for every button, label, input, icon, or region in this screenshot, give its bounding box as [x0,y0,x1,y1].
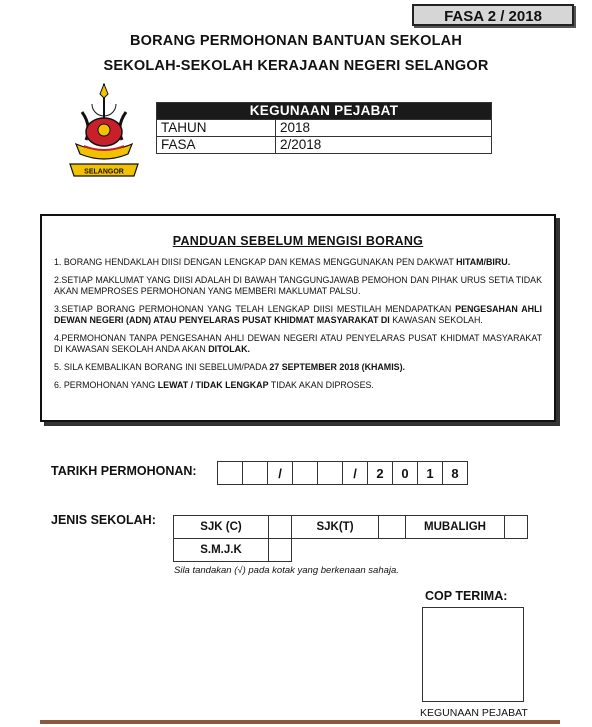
school-checkbox-sjkt[interactable] [379,516,406,539]
tick-hint: Sila tandakan (√) pada kotak yang berkenaan sahaja. [174,565,399,576]
date-separator: / [267,461,293,485]
guide-item: 6. PERMOHONAN YANG LEWAT / TIDAK LENGKAP TIDAK AKAN DIPROSES. [54,380,374,390]
date-cell[interactable] [317,461,343,485]
office-use-table [156,102,492,154]
selangor-crest-icon [62,82,146,180]
date-label: TARIKH PERMOHONAN: [51,464,197,478]
crest-label: SELANGOR [84,168,124,176]
school-option-smjk: S.M.J.K [174,539,269,562]
school-option-mubaligh: MUBALIGH [406,516,505,539]
school-option-sjkc: SJK (C) [174,516,269,539]
date-separator: / [342,461,368,485]
date-cell[interactable]: 2 [367,461,393,485]
school-checkbox-sjkc[interactable] [269,516,292,539]
office-value-phase: 2/2018 [276,137,492,154]
office-value-year: 2018 [276,120,492,137]
office-key-year: TAHUN [157,120,276,137]
form-title: BORANG PERMOHONAN BANTUAN SEKOLAH [129,33,463,49]
date-cell[interactable]: 8 [442,461,468,485]
date-input-row [218,461,468,485]
guide-item: 2.SETIAP MAKLUMAT YANG DIISI ADALAH DI BAWAH TANGGUNGJAWAB PEMOHON DAN PIHAK URUS SETIA TIDAK AKAN MEMPROSES PERMOHONAN YANG MEMBERI MAKLUMAT PALSU. [54,275,542,296]
school-option-sjkt: SJK(T) [292,516,379,539]
date-cell[interactable] [292,461,318,485]
office-key-phase: FASA [157,137,276,154]
guide-item: 1. BORANG HENDAKLAH DIISI DENGAN LENGKAP DAN KEMAS MENGGUNAKAN PEN DAKWAT HITAM/BIRU. [54,257,511,267]
guide-item: 5. SILA KEMBALIKAN BORANG INI SEBELUM/PADA 27 SEPTEMBER 2018 (KHAMIS). [54,362,406,372]
phase-badge: FASA 2 / 2018 [412,4,574,26]
guide-item: 3.SETIAP BORANG PERMOHONAN YANG TELAH LENGKAP DIISI MESTILAH MENDAPATKAN PENGESAHAN AHLI DEWAN NEGERI (ADN) ATAU PENYELARAS PUSAT KHIDMAT MASYARAKAT DI KAWASAN SEKOLAH. [54,304,542,325]
school-checkbox-smjk[interactable] [269,539,292,562]
school-type-grid [173,515,528,562]
date-cell[interactable]: 0 [392,461,418,485]
date-cell[interactable] [217,461,243,485]
form-subtitle: SEKOLAH-SEKOLAH KERAJAAN NEGERI SELANGOR [103,58,489,74]
guide-item: 4.PERMOHONAN TANPA PENGESAHAN AHLI DEWAN NEGERI ATAU PENYELARAS PUSAT KHIDMAT MASYARAKAT DI KAWASAN SEKOLAH ANDA AKAN DITOLAK. [54,333,542,354]
date-cell[interactable] [242,461,268,485]
bottom-border [40,720,560,724]
guide-box [40,214,556,422]
stamp-box [422,607,524,702]
stamp-footer: KEGUNAAN PEJABAT [420,707,528,719]
guide-title: PANDUAN SEBELUM MENGISI BORANG [172,234,424,248]
school-type-label: JENIS SEKOLAH: [51,513,156,527]
school-checkbox-mubaligh[interactable] [505,516,528,539]
stamp-label: COP TERIMA: [425,589,508,603]
office-header: KEGUNAAN PEJABAT [157,103,492,120]
date-cell[interactable]: 1 [417,461,443,485]
